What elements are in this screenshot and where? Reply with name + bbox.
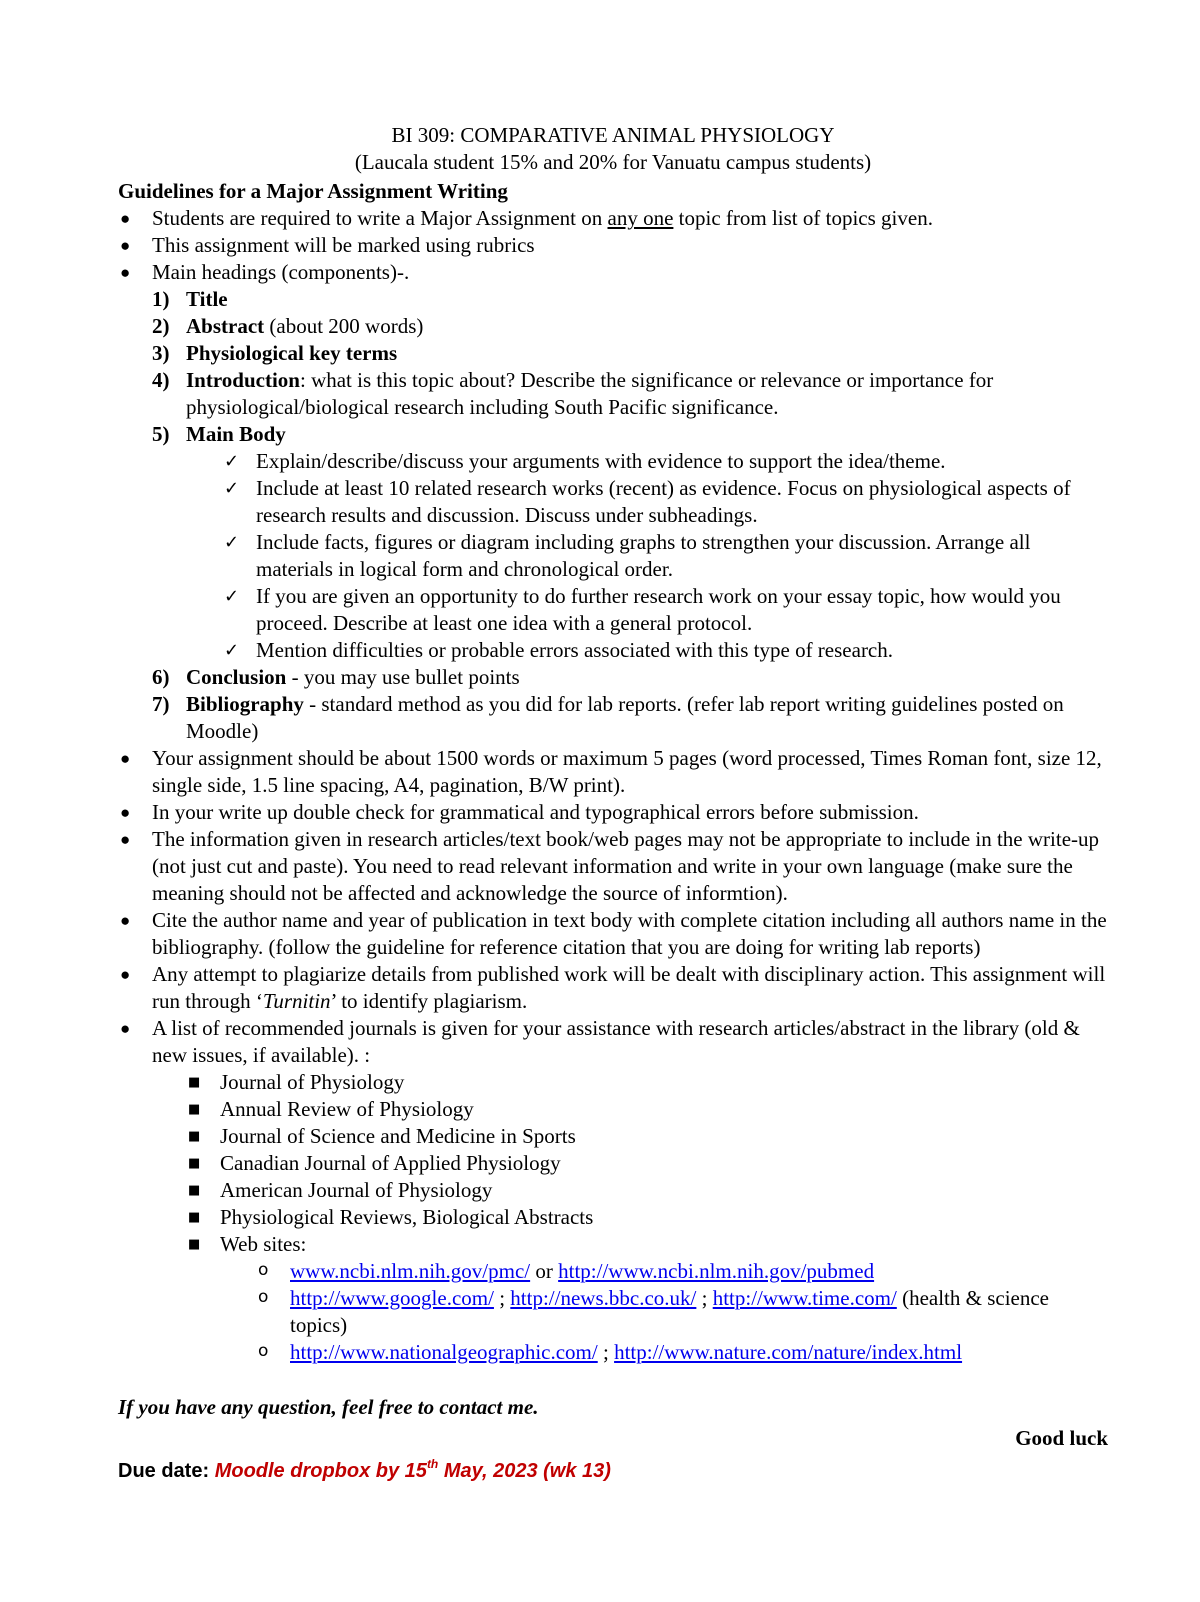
component-item: 6) Conclusion - you may use bullet points — [152, 665, 520, 689]
website-item: o www.ncbi.nlm.nih.gov/pmc/ or http://www.ncbi.nlm.nih.gov/pubmed — [258, 1259, 875, 1283]
link-google[interactable]: http://www.google.com/ — [290, 1286, 494, 1310]
journal-item: ■ Web sites: o www.ncbi.nlm.nih.gov/pmc/ or http://www.ncbi.nlm.nih.gov/pubmed o http://www.google.com/ ; http://news.bbc.co.uk/ ; http://www.time.com/ (health & science topics) o http://www.nationalgeographic.com/ ; http://www.nature.com/nature/index.html — [186, 1231, 1108, 1366]
component-item: 1) Title — [152, 287, 228, 311]
list-item: ● Students are required to write a Major Assignment on any one topic from list of topics given. — [120, 206, 933, 230]
list-item: ● In your write up double check for grammatical and typographical errors before submission. — [120, 800, 919, 824]
component-item: 2) Abstract (about 200 words) — [152, 314, 424, 338]
checkmark-icon: ✓ — [224, 478, 240, 499]
good-luck-signoff: Good luck — [1015, 1426, 1108, 1450]
checkmark-icon: ✓ — [224, 532, 240, 553]
square-bullet-icon: ■ — [188, 1129, 201, 1144]
circle-bullet-icon: o — [258, 1260, 269, 1280]
document-page — [118, 122, 1108, 1485]
guidelines-list-continued — [118, 745, 1108, 1366]
guidelines-heading: Guidelines for a Major Assignment Writing — [118, 179, 508, 203]
list-item: ● This assignment will be marked using rubrics — [120, 233, 535, 257]
list-item: ● The information given in research articles/text book/web pages may not be appropriate to include in the write-up (not just cut and paste). You need to read relevant information and write in your own language (make sure the meaning should not be affected and acknowledge the source of informtion). — [120, 827, 1100, 905]
circle-bullet-icon: o — [258, 1287, 269, 1307]
journal-item: ■ American Journal of Physiology — [188, 1178, 493, 1202]
bullet-icon: ● — [120, 965, 131, 984]
link-time[interactable]: http://www.time.com/ — [712, 1286, 897, 1310]
component-item: 3) Physiological key terms — [152, 341, 398, 365]
website-list — [220, 1258, 1108, 1366]
square-bullet-icon: ■ — [188, 1237, 201, 1252]
due-date-label: Due date: — [118, 1460, 215, 1482]
list-item: ● Main headings (components)-. — [120, 260, 410, 284]
closing-note: If you have any question, feel free to contact me. — [118, 1395, 539, 1419]
components-list — [118, 286, 1108, 745]
link-ncbi-pmc[interactable]: www.ncbi.nlm.nih.gov/pmc/ — [290, 1259, 531, 1283]
checklist-item: ✓ Include facts, figures or diagram including graphs to strengthen your discussion. Arrange all materials in logical form and chronological order. — [224, 530, 1031, 581]
checklist-item: ✓ Mention difficulties or probable errors associated with this type of research. — [224, 638, 894, 662]
journal-item: ■ Physiological Reviews, Biological Abstracts — [188, 1205, 594, 1229]
list-item: ● Your assignment should be about 1500 words or maximum 5 pages (word processed, Times Roman font, size 12, single side, 1.5 line spacing, A4, pagination, B/W print). — [120, 746, 1102, 797]
main-body-checklist — [186, 448, 1108, 664]
checkmark-icon: ✓ — [224, 586, 240, 607]
website-item: o http://www.nationalgeographic.com/ ; http://www.nature.com/nature/index.html — [258, 1340, 963, 1364]
journal-item: ■ Journal of Science and Medicine in Sports — [188, 1124, 576, 1148]
bullet-icon: ● — [120, 911, 131, 930]
bullet-icon: ● — [120, 263, 131, 282]
bullet-icon: ● — [120, 830, 131, 849]
bullet-icon: ● — [120, 749, 131, 768]
link-national-geographic[interactable]: http://www.nationalgeographic.com/ — [290, 1340, 598, 1364]
bullet-icon: ● — [120, 209, 131, 228]
list-item: ● Cite the author name and year of publication in text body with complete citation including all authors name in the bibliography. (follow the guideline for reference citation that you are doing for writing lab reports) — [120, 908, 1107, 959]
component-item: 4) Introduction: what is this topic about? Describe the significance or relevance or importance for physiological/biological research including South Pacific significance. — [152, 368, 994, 419]
journal-item: ■ Journal of Physiology — [188, 1070, 405, 1094]
square-bullet-icon: ■ — [188, 1210, 201, 1225]
bullet-icon: ● — [120, 1019, 131, 1038]
link-ncbi-pubmed[interactable]: http://www.ncbi.nlm.nih.gov/pubmed — [558, 1259, 875, 1283]
due-date-value: Moodle dropbox by 15th May, 2023 (wk 13) — [214, 1457, 611, 1482]
square-bullet-icon: ■ — [188, 1156, 201, 1171]
component-item: 7) Bibliography - standard method as you did for lab reports. (refer lab report writing guidelines posted on Moodle) — [152, 692, 1064, 743]
website-item: o http://www.google.com/ ; http://news.bbc.co.uk/ ; http://www.time.com/ (health & science topics) — [258, 1286, 1050, 1337]
circle-bullet-icon: o — [258, 1341, 269, 1361]
course-title: BI 309: COMPARATIVE ANIMAL PHYSIOLOGY — [391, 123, 835, 147]
journal-list — [152, 1069, 1108, 1366]
checkmark-icon: ✓ — [224, 640, 240, 661]
weighting-note: (Laucala student 15% and 20% for Vanuatu campus students) — [354, 150, 872, 174]
square-bullet-icon: ■ — [188, 1075, 201, 1090]
list-item: ● A list of recommended journals is given for your assistance with research articles/abstract in the library (old & new issues, if available). : ■ Journal of Physiology ■ Annual Review of Physiology ■ Journal of Science and Medicine in Sports ■ Canadian Journal of Applied Physiology ■ American Journal of Physiology ■ Physiological Reviews, Biological Abstracts ■ Web sites: o www.ncbi.nlm.nih.gov/pmc/ or http://www.ncbi.nlm.nih.gov/pubmed o http://www.google.com/ ; http://news.bbc.co.uk/ ; http://www.time.com/ (health & science topics) o http://www.nationalgeographic.com/ ; http://www.nature.com/nature/index.html — [118, 1015, 1108, 1366]
square-bullet-icon: ■ — [188, 1183, 201, 1198]
guidelines-list — [118, 205, 1108, 286]
checklist-item: ✓ Explain/describe/discuss your arguments with evidence to support the idea/theme. — [224, 449, 946, 473]
checklist-item: ✓ If you are given an opportunity to do further research work on your essay topic, how would you proceed. Describe at least one idea with a general protocol. — [224, 584, 1061, 635]
link-nature[interactable]: http://www.nature.com/nature/index.html — [614, 1340, 963, 1364]
list-item: ● Any attempt to plagiarize details from published work will be dealt with disciplinary action. This assignment will run through ‘Turnitin’ to identify plagiarism. — [120, 962, 1106, 1013]
journal-item: ■ Annual Review of Physiology — [188, 1097, 474, 1121]
journal-item: ■ Canadian Journal of Applied Physiology — [188, 1151, 561, 1175]
square-bullet-icon: ■ — [188, 1102, 201, 1117]
checklist-item: ✓ Include at least 10 related research works (recent) as evidence. Focus on physiological aspects of research results and discussion. Discuss under subheadings. — [224, 476, 1071, 527]
link-bbc-news[interactable]: http://news.bbc.co.uk/ — [510, 1286, 697, 1310]
bullet-icon: ● — [120, 236, 131, 255]
due-date — [118, 1458, 1108, 1485]
bullet-icon: ● — [120, 803, 131, 822]
component-item: 5) Main Body ✓ Explain/describe/discuss your arguments with evidence to support the idea/theme. ✓ Include at least 10 related research works (recent) as evidence. Focus on physiological aspects of research results and discussion. Discuss under subheadings. ✓ Include facts, figures or diagram including graphs to strengthen your discussion. Arrange all materials in logical form and chronological order. ✓ If you are given an opportunity to do further research work on your essay topic, how would you proceed. Describe at least one idea with a general protocol. ✓ Mention difficulties or probable errors associated with this type of research. — [152, 421, 1108, 664]
checkmark-icon: ✓ — [224, 451, 240, 472]
